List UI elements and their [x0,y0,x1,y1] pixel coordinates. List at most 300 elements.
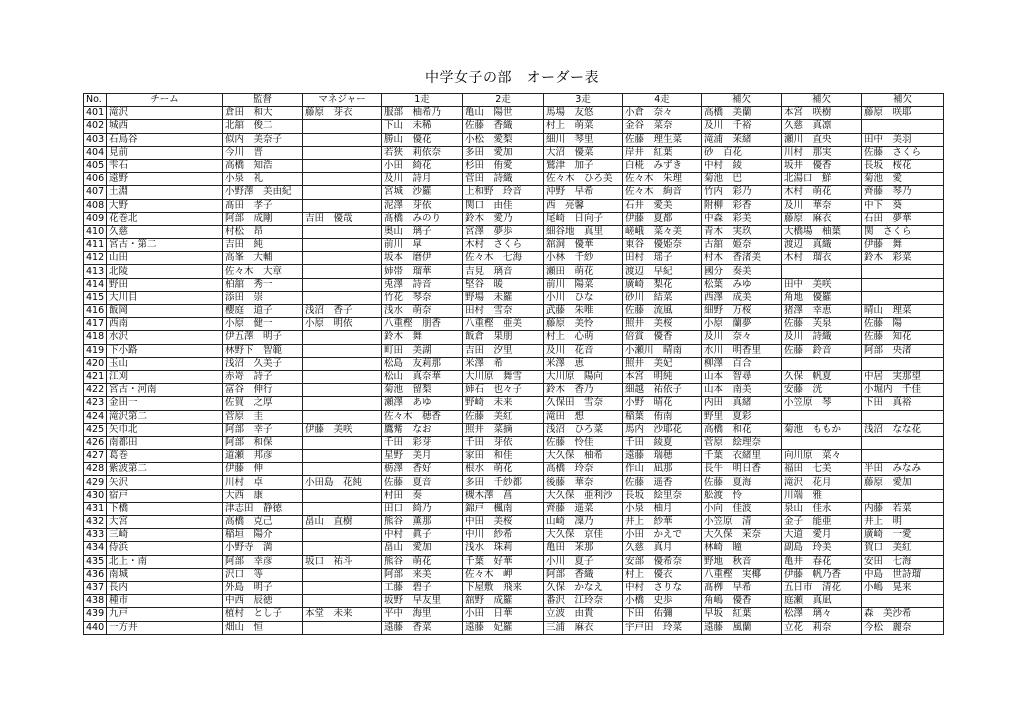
cell-sub1: 水川 明香里 [702,344,782,357]
table-row [84,542,944,555]
cell-manager [303,384,382,397]
cell-no: 426 [84,436,107,449]
cell-leg1: 星野 美月 [382,450,463,463]
cell-sub3: 佐藤 さくら [862,146,944,159]
cell-sub1: 及川 奈々 [702,331,782,344]
cell-no: 440 [84,621,107,634]
table-row [84,450,944,463]
cell-sub2: 滝沢 花月 [782,476,862,489]
cell-sub1: 及川 千裕 [702,120,782,133]
cell-leg1: 姉帯 瑠華 [382,265,463,278]
cell-sub3: 中下 葵 [862,199,944,212]
cell-sub1: 青木 実玖 [702,225,782,238]
cell-sub2: 及川 詩織 [782,331,862,344]
cell-leg4: 千田 綾夏 [623,436,702,449]
cell-sub1: 長牛 明日香 [702,463,782,476]
cell-sub3: 藤原 愛加 [862,476,944,489]
cell-team: 土淵 [107,186,223,199]
cell-leg2: 佐々木 七海 [463,252,544,265]
cell-leg1: 菊池 留梨 [382,384,463,397]
cell-sub3: 鈴木 彩菜 [862,252,944,265]
cell-leg2: 上和野 玲音 [463,186,544,199]
page-title: 中学女子の部 オーダー表 [425,70,599,86]
table-row [84,318,944,331]
cell-manager [303,252,382,265]
cell-team: 山田 [107,252,223,265]
cell-leg4: 小瀬川 晴南 [623,344,702,357]
cell-no: 418 [84,331,107,344]
cell-sub2: 藤原 麻衣 [782,212,862,225]
header-sub1: 補欠 [702,94,782,107]
cell-no: 403 [84,133,107,146]
cell-sub1: 八重樫 実椰 [702,568,782,581]
cell-coach: 道瀬 邦彦 [223,450,303,463]
table-row [84,120,944,133]
cell-team: 金田一 [107,397,223,410]
cell-coach: 小泉 礼 [223,173,303,186]
cell-no: 433 [84,529,107,542]
table-row [84,212,944,225]
cell-leg2: 吉田 汐里 [463,344,544,357]
cell-sub1: 野里 夏彩 [702,410,782,423]
cell-leg3: 大久保 京佳 [544,529,623,542]
cell-leg3: 西 亮馨 [544,199,623,212]
cell-sub2: 田中 美咲 [782,278,862,291]
cell-leg3: 村上 心萌 [544,331,623,344]
cell-leg4: 佐藤 流風 [623,305,702,318]
cell-leg1: 服部 柚希乃 [382,107,463,120]
cell-manager: 畠山 直樹 [303,516,382,529]
table-row [84,502,944,515]
cell-no: 413 [84,265,107,278]
cell-sub1: 細野 万桜 [702,305,782,318]
cell-manager [303,436,382,449]
cell-manager [303,489,382,502]
cell-sub1: 中森 彩美 [702,212,782,225]
cell-team: 城西 [107,120,223,133]
cell-team: 南都田 [107,436,223,449]
cell-sub3: 長坂 桜花 [862,159,944,172]
cell-manager [303,146,382,159]
cell-leg1: 町田 美湖 [382,344,463,357]
cell-leg3: 高橋 玲奈 [544,463,623,476]
cell-manager [303,370,382,383]
cell-sub1: 千葉 衣緒里 [702,450,782,463]
cell-leg4: 倍賞 優香 [623,331,702,344]
header-leg3: 3走 [544,94,623,107]
cell-sub3: 内藤 若菜 [862,502,944,515]
cell-coach: 村松 昂 [223,225,303,238]
cell-leg3: 小川 夏子 [544,555,623,568]
cell-leg3: 沖野 早希 [544,186,623,199]
cell-sub1: 中村 綾 [702,159,782,172]
header-team: チーム [107,94,223,107]
cell-no: 425 [84,423,107,436]
cell-leg2: 中川 紗希 [463,529,544,542]
cell-leg3: 前川 陽菜 [544,278,623,291]
cell-manager: 浅沼 香子 [303,305,382,318]
table-row [84,305,944,318]
cell-coach: 菅原 圭 [223,410,303,423]
cell-leg2: 姉石 也々子 [463,384,544,397]
cell-coach: 畑山 恒 [223,621,303,634]
cell-leg1: 平中 海里 [382,608,463,621]
cell-leg2: 根水 萌花 [463,463,544,476]
cell-sub3: 井上 明 [862,516,944,529]
cell-coach: 阿部 成剛 [223,212,303,225]
cell-sub1: 滝浦 茉緒 [702,133,782,146]
cell-leg2: 野場 未羅 [463,291,544,304]
cell-manager: 小田島 花純 [303,476,382,489]
cell-coach: 川村 卓 [223,476,303,489]
cell-team: 久慈 [107,225,223,238]
cell-leg2: 多田 愛加 [463,146,544,159]
cell-team: 大野 [107,199,223,212]
cell-manager [303,529,382,542]
cell-leg3: 立波 由貴 [544,608,623,621]
cell-team: 大宮 [107,516,223,529]
cell-leg1: 髙橋 みのり [382,212,463,225]
cell-leg2: 浅水 珠莉 [463,542,544,555]
cell-leg2: 槻木澤 菖 [463,489,544,502]
cell-sub3: 関 さくら [862,225,944,238]
cell-coach: 浅沼 久美子 [223,357,303,370]
cell-leg4: 廣崎 梨花 [623,278,702,291]
cell-coach: 吉田 純 [223,239,303,252]
cell-sub2: 及川 華奈 [782,199,862,212]
cell-leg3: 村上 萌菜 [544,120,623,133]
cell-leg3: 後藤 華奈 [544,476,623,489]
cell-leg1: 坂野 早友里 [382,595,463,608]
cell-leg3: 武藤 朱唯 [544,305,623,318]
cell-sub3: 阿部 央渚 [862,344,944,357]
cell-no: 402 [84,120,107,133]
cell-team: 矢巾北 [107,423,223,436]
cell-leg3: 細谷地 真里 [544,225,623,238]
cell-sub3: 佐藤 知花 [862,331,944,344]
cell-sub3: 齊藤 琴乃 [862,186,944,199]
cell-sub2: 久慈 真凛 [782,120,862,133]
cell-manager [303,159,382,172]
cell-coach: 柏舘 秀一 [223,278,303,291]
cell-leg1: 遠藤 香菜 [382,621,463,634]
cell-sub3 [862,436,944,449]
cell-leg1: 熊谷 萌花 [382,555,463,568]
cell-team: 西南 [107,318,223,331]
cell-sub1: 早坂 紅葉 [702,608,782,621]
cell-leg1: 前川 皐 [382,239,463,252]
cell-leg3: 鷲津 加子 [544,159,623,172]
cell-leg3: 滝田 想 [544,410,623,423]
cell-leg1: 小田 綺花 [382,159,463,172]
cell-no: 424 [84,410,107,423]
cell-sub3: 佐藤 陽 [862,318,944,331]
cell-no: 439 [84,608,107,621]
cell-sub2: 金子 能亜 [782,516,862,529]
table-row [84,265,944,278]
cell-manager: 本堂 未来 [303,608,382,621]
cell-leg4: 岸井 紅葉 [623,146,702,159]
cell-leg1: 瀬澤 あゆ [382,397,463,410]
cell-coach: 櫻庭 道子 [223,305,303,318]
cell-coach: 北舘 俊二 [223,120,303,133]
cell-leg2: 杉田 侑愛 [463,159,544,172]
cell-sub2 [782,410,862,423]
table-row [84,621,944,634]
cell-leg4: 東谷 優姫奈 [623,239,702,252]
cell-leg1: 中村 眞子 [382,529,463,542]
cell-no: 416 [84,305,107,318]
cell-leg4: 遠藤 瑞穂 [623,450,702,463]
cell-leg4: 村上 優衣 [623,568,702,581]
table-row [84,463,944,476]
table-row [84,225,944,238]
cell-coach: 赤嵜 詩子 [223,370,303,383]
cell-leg4: 金谷 菜奈 [623,120,702,133]
cell-no: 406 [84,173,107,186]
cell-sub1: 柳澤 百合 [702,357,782,370]
cell-manager [303,331,382,344]
cell-leg3: 鈴木 香乃 [544,384,623,397]
header-row [84,94,944,107]
cell-sub3: 中居 実那望 [862,370,944,383]
cell-sub1: 菅原 絵理奈 [702,436,782,449]
cell-team: 滝沢第二 [107,410,223,423]
cell-sub1: 高橋 和花 [702,423,782,436]
cell-no: 423 [84,397,107,410]
cell-no: 421 [84,370,107,383]
order-table [83,93,944,635]
cell-no: 422 [84,384,107,397]
cell-leg3: 浅沼 ひろ菜 [544,423,623,436]
cell-leg2: 野崎 未来 [463,397,544,410]
cell-sub2: 伊藤 帆乃香 [782,568,862,581]
cell-manager [303,502,382,515]
cell-leg3: 及川 花音 [544,344,623,357]
cell-team: 北陵 [107,265,223,278]
cell-leg4: 小田 かえで [623,529,702,542]
cell-leg1: 下山 未稀 [382,120,463,133]
cell-leg1: 佐々木 穂香 [382,410,463,423]
cell-sub2: 北湯口 鮮 [782,173,862,186]
cell-leg2: 小松 愛梨 [463,133,544,146]
cell-leg4: 中村 さりな [623,581,702,594]
cell-leg4: 伊藤 夏都 [623,212,702,225]
cell-team: 大川目 [107,291,223,304]
cell-team: 飯岡 [107,305,223,318]
table-row [84,370,944,383]
cell-team: 南城 [107,568,223,581]
cell-leg1: 田口 綺乃 [382,502,463,515]
cell-leg3: 小川 ひな [544,291,623,304]
cell-leg3: 三浦 麻衣 [544,621,623,634]
cell-team: 宿戸 [107,489,223,502]
cell-leg2: 木村 さくら [463,239,544,252]
cell-manager [303,225,382,238]
cell-coach: 中西 辰徳 [223,595,303,608]
cell-sub3 [862,595,944,608]
cell-manager [303,239,382,252]
table-row [84,529,944,542]
cell-sub1: 竹内 彩乃 [702,186,782,199]
cell-no: 408 [84,199,107,212]
table-row [84,595,944,608]
cell-leg1: 奥山 璃子 [382,225,463,238]
cell-team: 宮古・第二 [107,239,223,252]
cell-team: 下橋 [107,502,223,515]
cell-coach: 伊五澤 明子 [223,331,303,344]
cell-no: 414 [84,278,107,291]
cell-leg4: 照井 美桜 [623,318,702,331]
cell-no: 435 [84,555,107,568]
cell-leg1: 栃澤 香好 [382,463,463,476]
cell-leg2: 飯倉 果朋 [463,331,544,344]
cell-sub1: 舩渡 怜 [702,489,782,502]
cell-leg4: 小倉 奈々 [623,107,702,120]
cell-leg2: 小田 日華 [463,608,544,621]
cell-leg4: 渡辺 早紀 [623,265,702,278]
cell-sub3: 伊藤 舞 [862,239,944,252]
table-row [84,146,944,159]
cell-coach: 佐賀 之厚 [223,397,303,410]
cell-sub2: 大道 愛月 [782,529,862,542]
cell-leg1: 及川 詩月 [382,173,463,186]
cell-sub3 [862,291,944,304]
cell-team: 花巻北 [107,212,223,225]
cell-leg1: 工藤 碧子 [382,581,463,594]
cell-leg1: 勝山 優花 [382,133,463,146]
cell-leg4: 下田 佑彌 [623,608,702,621]
cell-coach: 小野寺 満 [223,542,303,555]
table-row [84,581,944,594]
table-row [84,410,944,423]
cell-team: 北上・南 [107,555,223,568]
cell-leg4: 井上 紗華 [623,516,702,529]
cell-manager [303,450,382,463]
cell-leg3: 久保田 雪奈 [544,397,623,410]
cell-leg3: 佐々木 ひろ美 [544,173,623,186]
cell-sub1: 高橋 美蘭 [702,107,782,120]
cell-leg2: 佐藤 香織 [463,120,544,133]
cell-manager [303,621,382,634]
table-row [84,489,944,502]
cell-sub1: 村木 香渚美 [702,252,782,265]
cell-leg4: 佐々木 絢音 [623,186,702,199]
cell-sub2: 副島 玲美 [782,542,862,555]
cell-leg2: 中田 美桜 [463,516,544,529]
cell-leg1: 佐藤 夏音 [382,476,463,489]
cell-sub3: 中島 世詩瑠 [862,568,944,581]
cell-sub3: 田中 美羽 [862,133,944,146]
cell-team: 野田 [107,278,223,291]
cell-sub2: 久保 帆夏 [782,370,862,383]
cell-leg2: 菅田 詩織 [463,173,544,186]
cell-sub2: 庭瀬 真凪 [782,595,862,608]
cell-no: 429 [84,476,107,489]
cell-coach: 添田 崇 [223,291,303,304]
cell-leg1: 泥澤 芽依 [382,199,463,212]
table-row [84,608,944,621]
cell-sub3: 安田 七海 [862,555,944,568]
cell-no: 412 [84,252,107,265]
cell-leg2: 千葉 好華 [463,555,544,568]
cell-sub3: 浅沼 なな花 [862,423,944,436]
cell-leg4: 嵯峨 菜々美 [623,225,702,238]
cell-no: 432 [84,516,107,529]
cell-coach: 阿部 幸子 [223,423,303,436]
cell-team: 紫波第二 [107,463,223,476]
cell-no: 407 [84,186,107,199]
cell-sub1: 野地 秋音 [702,555,782,568]
cell-leg1: 兎澤 詩音 [382,278,463,291]
cell-sub3: 森 美沙希 [862,608,944,621]
table-row [84,384,944,397]
cell-leg1: 八重樫 朋香 [382,318,463,331]
cell-sub3: 下田 真裕 [862,397,944,410]
cell-leg4: 小橋 史歩 [623,595,702,608]
cell-sub2: 川端 雅 [782,489,862,502]
cell-coach: 小野澤 美由紀 [223,186,303,199]
cell-leg1: 竹花 琴奈 [382,291,463,304]
cell-leg3: 大沼 優菜 [544,146,623,159]
cell-leg3: 細川 琴里 [544,133,623,146]
cell-team: 宮古・河南 [107,384,223,397]
cell-leg2: 舘野 成羅 [463,595,544,608]
cell-leg4: 長坂 絵里奈 [623,489,702,502]
table-row [84,397,944,410]
cell-manager [303,173,382,186]
cell-sub2: 川村 那実 [782,146,862,159]
cell-sub3: 菊池 愛 [862,173,944,186]
cell-leg3: 瀬田 萌花 [544,265,623,278]
cell-no: 411 [84,239,107,252]
cell-manager: 小原 明依 [303,318,382,331]
cell-no: 410 [84,225,107,238]
cell-team: 侍浜 [107,542,223,555]
cell-sub3: 賀口 美紅 [862,542,944,555]
cell-team: 滝沢 [107,107,223,120]
cell-leg2: 家田 和佳 [463,450,544,463]
cell-no: 428 [84,463,107,476]
cell-leg4: 安部 優希奈 [623,555,702,568]
cell-sub2: 立花 莉奈 [782,621,862,634]
cell-sub2: 木村 瑠衣 [782,252,862,265]
cell-sub1: 古舘 姫奈 [702,239,782,252]
cell-coach: 阿部 幸彦 [223,555,303,568]
cell-sub2: 向川原 菜々 [782,450,862,463]
cell-manager: 伊藤 美咲 [303,423,382,436]
cell-team: 下小路 [107,344,223,357]
cell-team: 玉山 [107,357,223,370]
cell-leg3: 大久保 亜利沙 [544,489,623,502]
cell-leg2: 吉見 璃音 [463,265,544,278]
cell-leg3: 番沢 江玲奈 [544,595,623,608]
cell-leg2: 遠藤 妃羅 [463,621,544,634]
cell-leg2: 照井 菜摘 [463,423,544,436]
cell-coach: 富谷 伸行 [223,384,303,397]
cell-leg3: 馬場 友悠 [544,107,623,120]
cell-coach: 阿部 和保 [223,436,303,449]
cell-leg1: 千田 彩芽 [382,436,463,449]
cell-manager [303,278,382,291]
cell-leg3: 大川原 陽向 [544,370,623,383]
cell-sub2: 瀬川 直央 [782,133,862,146]
cell-manager: 坂口 祐斗 [303,555,382,568]
cell-sub2: 渡辺 真織 [782,239,862,252]
cell-no: 420 [84,357,107,370]
cell-leg4: 久慈 真月 [623,542,702,555]
cell-leg2: 堅谷 暖 [463,278,544,291]
